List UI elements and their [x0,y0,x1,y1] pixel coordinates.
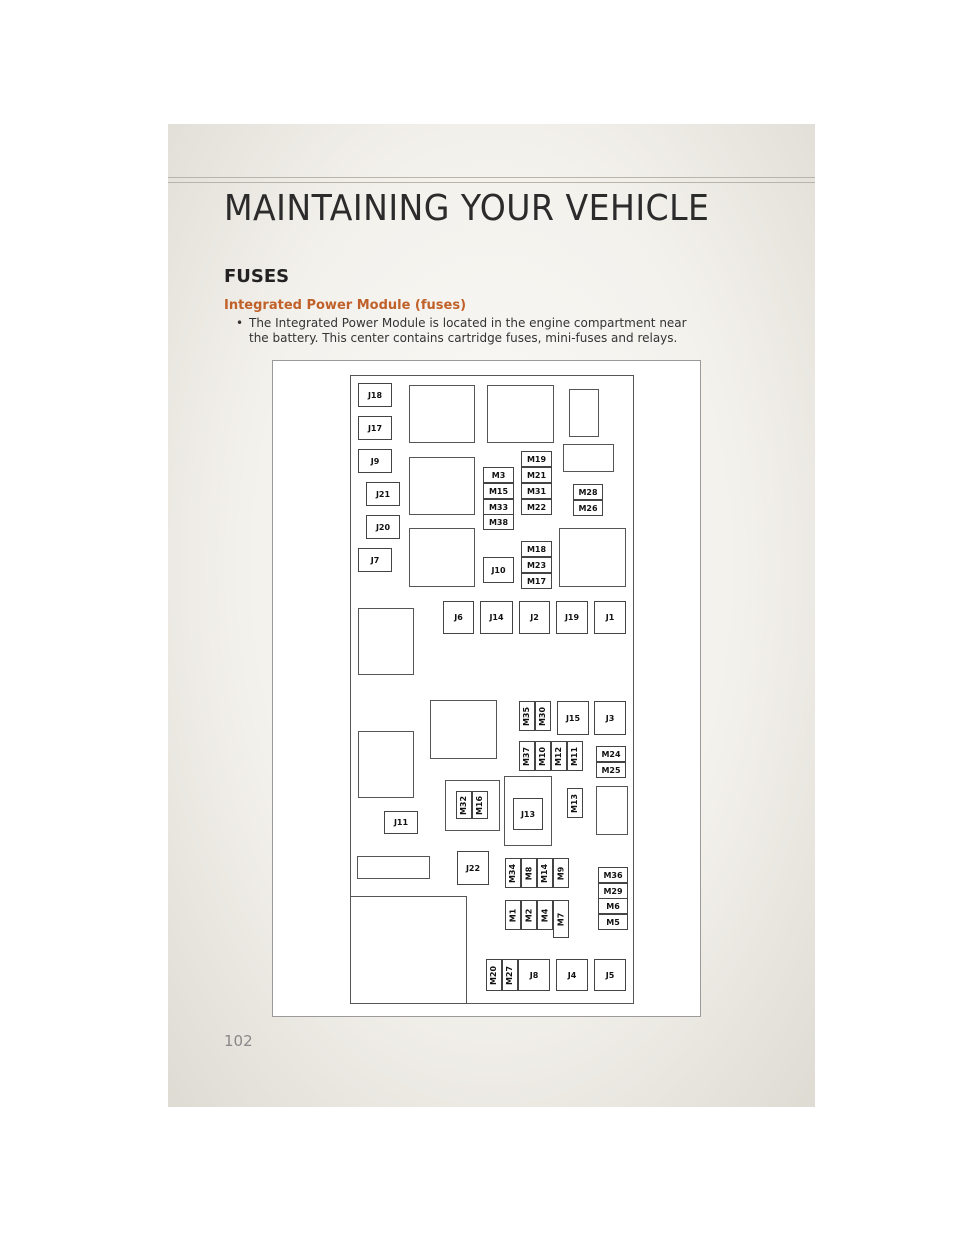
fuse-label-m2: M2 [524,908,534,922]
fuse-label-m21: M21 [526,470,547,480]
fuse-label-m27: M27 [505,965,515,985]
fuse-label-m36: M36 [603,870,623,880]
fuse-m27 [502,959,518,991]
relay-block-13 [350,896,467,1004]
fuse-j6 [443,601,474,634]
fuse-m6 [598,898,628,914]
relay-block-1 [409,385,475,443]
fuse-m12 [551,741,567,771]
fuse-m36 [598,867,628,883]
fuse-label-m34: M34 [508,863,518,883]
fuse-j5 [594,959,626,991]
fuse-m35 [519,701,535,731]
fuse-diagram [272,360,701,1017]
fuse-label-m13: M13 [570,793,580,813]
relay-block-7 [559,528,626,587]
fuse-label-j3: J3 [605,713,615,723]
fuse-m1 [505,900,521,930]
relay-block-4 [563,444,614,472]
fuse-m9 [553,858,569,888]
fuse-label-m22: M22 [526,502,547,512]
fuse-label-m18: M18 [526,544,547,554]
fuse-label-m6: M6 [606,901,620,911]
fuse-label-j9: J9 [370,456,380,466]
section-heading: FUSES [224,266,290,287]
fuse-label-j4: J4 [567,970,577,980]
fuse-m5 [598,914,628,930]
fuse-label-m14: M14 [540,863,550,883]
fuse-label-m38: M38 [488,517,509,527]
fuse-m11 [567,741,583,771]
fuse-label-m23: M23 [526,560,547,570]
fuse-m18 [521,541,552,557]
fuse-m32 [456,791,472,819]
fuse-label-m31: M31 [526,486,547,496]
fuse-j17 [358,416,392,440]
fuse-label-j15: J15 [565,713,581,723]
fuse-label-m9: M9 [556,866,566,880]
fuse-label-m29: M29 [603,886,623,896]
fuse-m22 [521,499,552,515]
fuse-m26 [573,500,603,516]
fuse-j19 [556,601,588,634]
fuse-label-m16: M16 [475,795,485,815]
fuse-label-j1: J1 [605,613,615,622]
fuse-label-j22: J22 [465,863,481,873]
fuse-m31 [521,483,552,499]
fuse-j9 [358,449,392,473]
fuse-label-m15: M15 [488,486,509,496]
fuse-label-m11: M11 [570,746,580,766]
relay-block-5 [409,457,475,515]
fuse-j21 [366,482,400,506]
fuse-m15 [483,483,514,499]
fuse-label-j8: J8 [529,970,539,980]
fuse-j4 [556,959,588,991]
fuse-label-m10: M10 [538,746,548,766]
fuse-m37 [519,741,535,771]
relay-block-10 [358,731,414,798]
bullet-text: The Integrated Power Module is located in the engine compartment near the battery. This center contains cartridge fuses, mini-fuses and relays. [249,316,687,345]
fuse-m14 [537,858,553,888]
page-number: 102 [224,1032,253,1050]
fuse-m34 [505,858,521,888]
fuse-label-m35: M35 [522,706,532,726]
fuse-label-j21: J21 [375,489,391,499]
fuse-label-j2: J2 [530,613,539,622]
relay-block-9 [430,700,497,759]
relay-block-12 [357,856,430,879]
fuse-m25 [596,762,626,778]
fuse-m28 [573,484,603,500]
fuse-label-m4: M4 [540,908,550,922]
relay-block-2 [487,385,554,443]
fuse-label-j19: J19 [564,613,580,622]
fuse-m30 [535,701,551,731]
fuse-j3 [594,701,626,735]
fuse-j1 [594,601,626,634]
fuse-m16 [472,791,488,819]
fuse-m17 [521,573,552,589]
fuse-label-m7: M7 [556,912,566,926]
fuse-j10 [483,557,514,583]
fuse-label-j11: J11 [393,818,409,827]
fuse-label-m12: M12 [554,746,564,766]
manual-page [168,124,815,1107]
fuse-m3 [483,467,514,483]
fuse-m23 [521,557,552,573]
fuse-m4 [537,900,553,930]
fuse-j15 [557,701,589,735]
fuse-label-m33: M33 [488,502,509,512]
fuse-j2 [519,601,550,634]
fuse-m24 [596,746,626,762]
fuse-m38 [483,514,514,530]
fuse-label-m8: M8 [524,866,534,880]
fuse-label-m3: M3 [491,470,506,480]
fuse-label-m19: M19 [526,454,547,464]
fuse-m33 [483,499,514,515]
fuse-m29 [598,883,628,899]
fuse-j7 [358,548,392,572]
fuse-label-j6: J6 [454,613,463,622]
fuse-m21 [521,467,552,483]
relay-block-8 [358,608,414,675]
fuse-j22 [457,851,489,885]
fuse-label-j14: J14 [489,613,504,622]
fuse-j18 [358,383,392,407]
fuse-j11 [384,811,418,834]
fuse-label-m32: M32 [459,795,469,815]
subsection-heading: Integrated Power Module (fuses) [224,298,467,313]
fuse-m10 [535,741,551,771]
fuse-m19 [521,451,552,467]
fuse-label-m26: M26 [578,503,598,513]
fuse-label-m30: M30 [538,706,548,726]
fuse-label-m25: M25 [601,765,621,775]
fuse-label-m17: M17 [526,576,547,586]
fuse-label-m28: M28 [578,487,598,497]
fuse-j8 [518,959,550,991]
fuse-j20 [366,515,400,539]
fuse-label-m24: M24 [601,749,621,759]
page-title: MAINTAINING YOUR VEHICLE [224,188,710,229]
fuse-label-j7: J7 [370,555,380,565]
fuse-m7 [553,900,569,938]
fuse-label-j17: J17 [367,423,383,433]
relay-block-6 [409,528,475,587]
fuse-label-j13: J13 [520,809,536,819]
fuse-j14 [480,601,513,634]
header-rule-top [168,177,815,178]
fuse-label-j20: J20 [375,522,391,532]
relay-block-11 [596,786,628,835]
fuse-label-m5: M5 [606,917,620,927]
fuse-label-m1: M1 [508,908,518,922]
fuse-label-j5: J5 [605,970,615,980]
fuse-m20 [486,959,502,991]
fuse-label-j10: J10 [491,565,506,575]
fuse-label-j18: J18 [367,390,383,400]
fuse-m13 [567,788,583,818]
fuse-j13 [513,798,543,830]
fuse-m8 [521,858,537,888]
fuse-m2 [521,900,537,930]
fuse-label-m37: M37 [522,746,532,766]
relay-block-3 [569,389,599,437]
bullet-marker: • [236,316,244,330]
fuse-label-m20: M20 [489,965,499,985]
header-rule-bottom [168,182,815,183]
